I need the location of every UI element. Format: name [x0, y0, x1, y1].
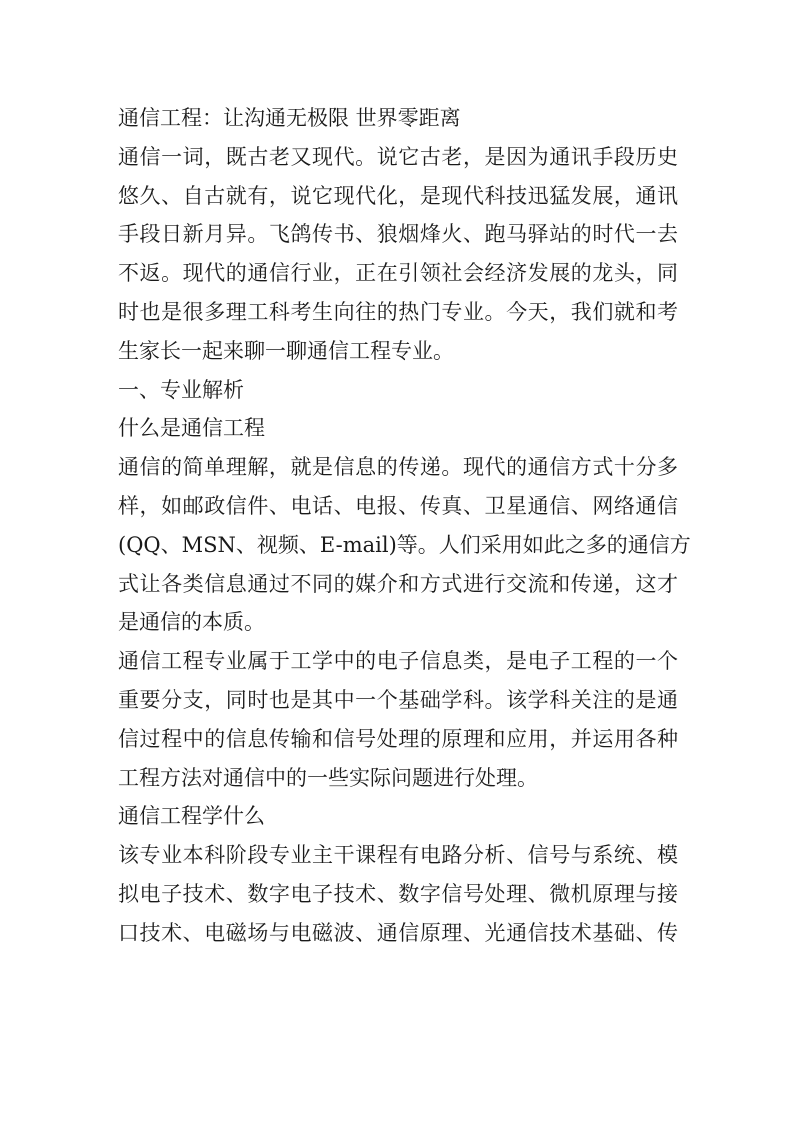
- paragraph-line: 生家长一起来聊一聊通信工程专业。: [118, 338, 454, 363]
- paragraph-line: 时也是很多理工科考生向往的热门专业。今天，我们就和考: [118, 299, 678, 324]
- paragraph-line: (QQ、MSN、视频、E-mail)等。人们采用如此之多的通信方: [118, 532, 691, 557]
- classification-paragraph: [118, 642, 678, 797]
- paragraph-line: 通信的简单理解，就是信息的传递。现代的通信方式十分多: [118, 455, 678, 480]
- paragraph-line: 该专业本科阶段专业主干课程有电路分析、信号与系统、模: [118, 843, 678, 868]
- intro-paragraph: [118, 138, 678, 371]
- paragraph-line: 信过程中的信息传输和信号处理的原理和应用，并运用各种: [118, 726, 678, 751]
- paragraph-line: 口技术、电磁场与电磁波、通信原理、光通信技术基础、传: [118, 920, 678, 945]
- courses-paragraph: [118, 836, 678, 952]
- paragraph-line: 样，如邮政信件、电话、电报、传真、卫星通信、网络通信: [118, 493, 678, 518]
- subsection-heading: 什么是通信工程: [118, 416, 265, 441]
- definition-paragraph: [118, 448, 691, 642]
- document-title: 通信工程：让沟通无极限 世界零距离: [118, 106, 461, 130]
- subsection-heading: 通信工程学什么: [118, 804, 265, 829]
- paragraph-line: 悠久、自古就有，说它现代化，是现代科技迅猛发展，通讯: [118, 183, 678, 208]
- paragraph-line: 通信工程专业属于工学中的电子信息类，是电子工程的一个: [118, 649, 678, 674]
- paragraph-line: 拟电子技术、数字电子技术、数字信号处理、微机原理与接: [118, 881, 678, 906]
- paragraph-line: 不返。现代的通信行业，正在引领社会经济发展的龙头，同: [118, 261, 678, 286]
- paragraph-line: 工程方法对通信中的一些实际问题进行处理。: [118, 765, 538, 790]
- document-page: [118, 99, 691, 953]
- paragraph-line: 手段日新月异。飞鸽传书、狼烟烽火、跑马驿站的时代一去: [118, 222, 678, 247]
- paragraph-line: 通信一词，既古老又现代。说它古老，是因为通讯手段历史: [118, 144, 678, 169]
- paragraph-line: 重要分支，同时也是其中一个基础学科。该学科关注的是通: [118, 687, 678, 712]
- paragraph-line: 式让各类信息通过不同的媒介和方式进行交流和传递，这才: [118, 571, 678, 596]
- section-heading: 一、专业解析: [118, 377, 244, 402]
- paragraph-line: 是通信的本质。: [118, 610, 265, 635]
